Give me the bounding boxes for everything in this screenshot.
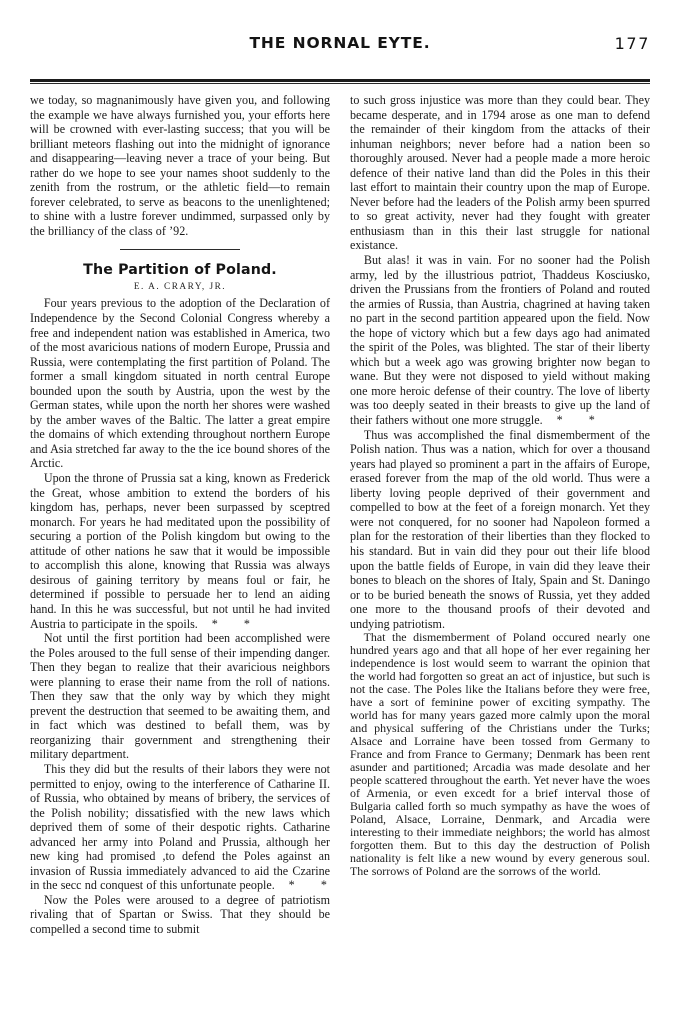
article-title: The Partition of Poland. [83, 262, 277, 279]
page-number: 177 [614, 34, 650, 53]
publication-title: THE NORNAL EYTE. [249, 34, 431, 52]
article-byline: E. A. CRARY, JR. [133, 282, 227, 293]
asterisk-break: * * [211, 616, 250, 631]
paragraph [350, 253, 650, 428]
paragraph-text: This they did but the results of their labors they were not permitted to enjoy, owing to the interference of Catharine II. of Russia, who obtained by means of bribery, the services of the Polish nobility; dissatisfied with the new laws which deprived them of some of their despotic rights. Catharine advanced her army into Poland and Prussia, although her new king had promised ,to defend the Poles against an invasion of Russia immediately advanced to aid the Czarine in the secc nd conquest of this unfortunate people. [30, 761, 330, 893]
page [0, 34, 680, 1034]
paragraph: Not until the first portition had been accomplished were the Poles aroused to the full sense of their impending danger. Then they began to realize that their avaricious neighbors were planning to erase their name from the roll of nations. Then they saw that the only way by which they might prevent the destruction that seemed to be awaiting them, and in fact which was destined to befall them, was by reorganizing thair government and strengthening their military department. [30, 631, 330, 762]
continued-paragraph: we today, so magnanimously have given you, and following the example we have always furnished you, your efforts here will be crowned with ever-lasting success; that you will be brilliant meteors flashing out into the midnight of ignorance and disappearing—leaving never a trace of your being. But rather do we hope to see your names shoot suddenly to the zenith from the rostrum, or the athletic field—to remain forever celebrated, to serve as beacons to the unenlightened; to shine with a lustre forever undimmed, surpassed only by the brilliancy of the class of ’92. [30, 93, 330, 238]
asterisk-break: * * [556, 413, 595, 428]
header-divider [30, 79, 650, 84]
paragraph-text: But alas! it was in vain. For no sooner had the Polish army, led by the illustrious pɑtriot, Thaddeus Kosciusko, driven the Prussians from the frontiers of Poland and routed the armies of Russia, than Austria, chagrined at having taken no part in the second partition appeared upon the field. Now the hope of victory which but a few days ago had animated the spirit of the Poles, was blighted. The star of their liberty which but a week ago was growing brighter now began to wane. But they were not disposed to yield without making one more heroic defense of their country. The love of liberty was too deeply seated in their breasts to give up the land of their fathers without one more struggle. [350, 253, 650, 428]
left-column [30, 93, 330, 998]
paragraph [30, 762, 330, 893]
divider-thin-rule [30, 83, 650, 84]
article-separator-rule [120, 249, 240, 250]
paragraph: Thus was accomplished the final dismemberment of the Polish nation. Thus was a nation, which for over a thousand years had played so prominent a part in the affairs of Europe, erased forever from the map of the old world. Thus were a liberty loving people deprived of their government and compelled to bow at the feet of a foreign monarch. Yet they were not conquered, for no sooner had Napoleon formed a plan for the restoration of their liberties than they flocked to his standard. But in vain did they pour out their life blood upon the battle fields of Europe, in vain did they leave their bones to bleach on the shores of Italy, Spain and St. Daningo or to be buried beneath the snows of Russia, yet they added one more to the thousand proofs of their devoted and undying patriotism. [350, 427, 650, 631]
paragraph-text: Upon the throne of Prussia sat a king, known as Frederick the Great, whose ambition to extend the borders of his kingdom has, perhaps, never been surpassed by sceptred monarch. For years he had meditated upon the possibility of securing a portion of the Polish kingdom but owing to the attitude of other nations he saw that it would be impossible to accomplish this alone, knowing that Russia was always desirous of gaining territory by means foul or fair, he determined if possible to persuade her to lend an aiding hand. In this he was successful, but not until he had invited Austria to participate in the spoils. [30, 471, 330, 631]
column-gutter [330, 93, 350, 998]
final-paragraph: That the dismemberment of Poland occured nearly one hundred years ago and that all hope of her ever regaining her independence is lost would seem to warrant the opinion that the world had forgotten so great an act of injustice, but such is not the case. The Poles like the Italians before they were free, have a sort of feminine power of exciting sympathy. The world has for many years gazed more calmly upon the moral and physical suffering of the Christians under the Turks; Alsace and Lorraine have been tossed from Germany to France and from France to Germany; Denmark has been rent asunder and partitioned; Arcadia was made desolate and her people scattered throughout the earth. Yet never have the woes of Armenia, or even excedt for a brief interval those of Bulgaria called forth so much sympathy as have the woes of Poland, Alsace, Lorraine, Denmark, and Arcadia were interesting to their immediate neighbors; the world has almost forgotten them. But to this day the destruction of Polish nationality is felt like a new wound by every generous soul. The sorrows of Polɑnd are the sorrows of the world. [350, 630, 650, 879]
running-head [30, 34, 650, 74]
text-columns [30, 93, 650, 998]
divider-thick-rule [30, 79, 650, 82]
asterisk-break: * * [288, 878, 327, 893]
paragraph: Four years previous to the adoption of the Declaration of Independence by the Second Colonial Congress whereby a free and independent nation was established in America, two of the most avaricious nations of modern Europe, Prussia and Russia, were contemplating the first partition of Poland. The former a small kingdom situated in north central Europe bounded upon the south by Austria, upon the west by the German states, while upon the north her shores were washed by the amber waves of the Baltic. The latter a great empire the domains of which extending throughout northern Europe and Asia stretched far away to the the ice bound shores of the Arctic. [30, 296, 330, 471]
paragraph: to such gross injustice was more than they could bear. They became desperate, and in 1794 arose as one man to defend the remainder of their kingdom from the attacks of their inhuman neighbors; never before had a nation been so thoroughly aroused. Never had a people made a more heroic defence of their native land than did the Poles in this their last effort to maintain their country upon the map of Europe. Never before had the leaders of the Polish army been spurred to so great activity, never had they fought with greater enthusiasm than in this their last struggle for national existance. [350, 93, 650, 253]
paragraph: Now the Poles were aroused to a degree of patriotism rivaling that of Spartan or Swiss. That they should be compelled a second time to submit [30, 892, 330, 936]
paragraph [30, 471, 330, 631]
right-column [350, 93, 650, 998]
